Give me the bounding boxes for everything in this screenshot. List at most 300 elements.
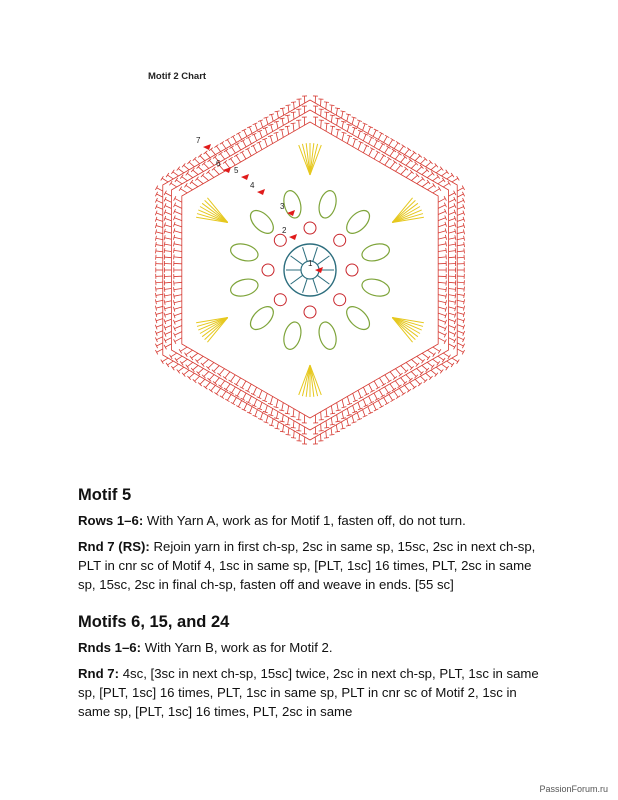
round-7-stitch-bar [155,236,156,241]
round-3-petal [360,276,391,299]
round-7-stitch [156,337,162,340]
round-7-stitch [162,358,168,362]
round-1-stitch [317,275,329,284]
round-7-stitch [156,288,163,289]
round-7-stitch [336,108,337,115]
round-5-stitch [175,332,182,335]
round-7-stitch [368,407,371,413]
round-6-stitch-bar [330,424,335,425]
round-7-stitch [288,428,289,435]
round-6-stitch-bar [330,115,335,116]
round-7-stitch-bar [464,299,465,304]
round-7-stitch [405,149,409,154]
round-5-stitch [186,350,193,355]
round-5-stitch [438,301,446,303]
round-5-stitch-bar [173,300,174,305]
round-number-label: 6 [216,159,221,168]
round-7-stitch [347,114,349,121]
round-5-stitch [390,372,395,378]
round-7-stitch [399,388,403,394]
round-7-stitch [342,111,343,118]
round-5-stitch [369,149,373,156]
round-5-stitch [219,369,224,375]
round-5-stitch [253,146,256,153]
round-7-stitch [457,349,463,352]
round-7-stitch [457,337,463,340]
round-5-stitch-bar [387,157,391,160]
round-3-petal [316,189,339,220]
round-6-stitch-bar [280,421,285,422]
round-5-stitch [276,133,278,141]
round-5-stitch [401,169,407,175]
round-5-stitch [438,198,445,202]
round-5-stitch-bar [223,160,227,163]
round-7-stitch [205,382,210,387]
round-5-stitch [174,319,181,322]
round-5-stitch [293,123,294,131]
round-7-stitch-bar [385,402,389,405]
round-6-stitch [406,160,411,165]
round-7-stitch-bar [464,242,465,247]
round-6-stitch [342,122,344,129]
round-5-stitch [225,372,230,378]
round-7-stitch [389,140,393,146]
round-5-stitch [259,390,262,397]
round-7-stitch [260,413,262,420]
round-7-stitch [167,175,173,179]
round-2-loop [274,234,286,246]
round-6-stitch [165,332,171,335]
round-3-petal [246,303,277,334]
motif6-rnds-text: With Yarn B, work as for Motif 2. [141,640,333,655]
round-7-stitch [426,162,431,167]
round-number-label: 1 [308,259,313,268]
round-5-stitch [438,289,446,290]
round-6-stitch [187,362,193,366]
round-7-stitch-bar [275,428,280,429]
round-7-stitch-bar [329,434,334,435]
round-6-stitch [449,251,456,252]
round-5-stitch [287,126,288,134]
round-6-stitch [449,319,456,321]
round-7-stitch-bar [335,431,340,432]
round-7-stitch [331,105,332,112]
round-7-stitch [457,200,463,203]
round-5-stitch [321,412,322,420]
round-5-stitch-bar [336,129,341,130]
round-5-stitch [385,159,390,166]
round-7-stitch [156,226,163,228]
round-6-stitch [326,112,327,119]
round-7-stitch [342,422,343,429]
round-7-stitch [457,306,464,308]
round-5-stitch [248,149,252,156]
round-6-stitch-bar [455,248,456,253]
round-6-stitch-bar [455,242,456,247]
round-7-stitch [156,238,163,239]
round-7-stitch [399,146,403,152]
round-5-stitch [433,189,440,193]
round-7-stitch [431,165,436,169]
round-6-stitch [293,421,294,428]
round-7-stitch [156,257,163,258]
round-5-stitch [358,390,361,397]
round-7-stitch [363,410,365,417]
round-7-stitch [457,251,464,252]
round-5-stitch [347,136,349,144]
round-7-stitch [420,376,425,381]
round-7-stitch [457,343,463,346]
round-6-stitch [165,231,172,233]
round-3-petal [316,320,339,351]
round-6-stitch [449,244,456,245]
round-7-stitch [156,331,162,334]
round-7-stitch [157,188,163,191]
round-5-stitch [353,393,356,401]
round-7-stitch-bar [280,108,285,109]
round-5-stitch-bar [285,126,290,127]
round-6-stitch [265,128,267,135]
round-5-stitch [406,363,412,369]
round-number-label: 3 [280,202,285,211]
round-5-stitch [253,387,256,394]
round-5-stitch [174,237,182,239]
round-5-stitch [417,179,423,184]
round-5-stitch-bar [223,376,227,379]
round-7-stitch-bar [402,392,406,395]
round-7-stitch [457,300,464,301]
round-6-stitch-bar [164,300,165,305]
round-6-stitch-bar [437,175,440,179]
round-7-stitch [233,136,237,142]
round-7-stitch-bar [156,248,157,253]
round-6-stitch-bar [274,121,279,122]
round-7-stitch [457,282,464,283]
round-7-stitch-bar [464,293,465,298]
round-5-stitch-bar [184,183,187,187]
round-6-stitch [401,157,406,162]
round-5-stitch [363,387,366,394]
round-5-stitch [175,338,182,342]
round-7-stitch-bar [464,236,465,241]
round-6-stitch [385,387,389,393]
round-7-stitch-bar [155,293,156,298]
round-7-stitch [389,394,393,400]
round-7-stitch [457,313,464,315]
round-7-stitch [156,313,163,315]
round-7-stitch [184,165,189,169]
round-5-stitch-bar [427,180,430,184]
round-6-stitch [282,119,283,126]
round-5-stitch-bar [234,154,238,157]
round-5-stitch [208,172,214,178]
round-5-stitch [203,175,209,180]
round-6-stitch-bar [335,421,340,422]
round-5-stitch [174,307,182,309]
round-7-stitch [457,207,463,210]
round-7-stitch [294,431,295,438]
round-6-stitch-bar [285,115,290,116]
round-6-stitch [276,122,278,129]
round-7-stitch [222,391,226,397]
round-5-stitch [369,384,373,391]
round-5-stitch [390,162,395,168]
round-6-stitch [165,244,172,245]
round-5-stitch [353,139,356,147]
round-5-stitch-bar [446,241,447,246]
round-6-stitch [353,128,355,135]
round-7-stitch [156,213,163,215]
motif5-rows-text: With Yarn A, work as for Motif 1, fasten off, do not turn. [143,513,466,528]
round-7-stitch [156,251,163,252]
round-6-stitch [449,301,456,303]
round-7-stitch [357,121,359,128]
round-7-stitch [436,367,442,371]
round-7-stitch [260,121,262,128]
round-7-stitch [373,130,376,136]
round-6-stitch [220,154,224,160]
round-6-stitch [232,147,236,153]
round-7-stitch [288,105,289,112]
round-5-stitch-bar [446,248,447,253]
round-6-stitch [288,418,289,425]
round-5-stitch [438,319,445,322]
round-6-stitch [265,405,267,412]
round-5-stitch [214,366,220,372]
round-7-stitch [457,238,464,239]
round-6-stitch [165,344,171,347]
round-7-stitch-bar [457,360,460,364]
round-6-stitch [449,257,456,258]
round-5-stitch-bar [324,416,329,417]
round-5-stitch [236,378,240,385]
round-5-stitch [326,123,327,131]
round-1-stitch [303,247,308,261]
round-5-stitch [374,152,378,159]
round-5-stitch-bar [382,154,386,157]
round-6-stitch [449,282,456,283]
round-6-stitch [379,144,383,150]
round-5-stitch [326,409,327,417]
round-7-stitch [283,425,284,432]
round-7-stitch [457,188,463,191]
round-5-stitch [225,162,230,168]
round-7-stitch-bar [156,287,157,292]
round-7-stitch [441,172,447,176]
round-7-stitch [227,394,231,400]
round-6-stitch [171,183,177,187]
round-5-stitch [395,165,400,171]
round-7-stitch-bar [286,434,291,435]
round-7-stitch [277,111,278,118]
round-5-stitch [259,142,262,149]
round-5-stitch [342,133,344,141]
round-5-stitch [347,396,349,404]
round-5-stitch [174,250,182,251]
round-start-marker [203,144,211,150]
round-7-stitch-bar [396,141,400,144]
round-5-stitch-bar [173,241,174,246]
round-1-stitch [291,256,303,265]
round-6-stitch-bar [164,242,165,247]
round-2-loop [304,306,316,318]
round-6-stitch-bar [437,361,440,365]
motif5-rnd7-instruction [78,537,548,594]
round-6-stitch [165,338,171,341]
round-6-stitch-bar [285,424,290,425]
round-7-stitch [347,419,349,426]
round-5-stitch [248,384,252,391]
round-6-stitch-bar [164,287,165,292]
round-7-stitch [216,146,220,152]
round-7-stitch [457,245,464,246]
round-6-stitch [165,206,171,209]
round-7-stitch [452,358,458,362]
round-7-stitch-bar [329,105,334,106]
round-7-stitch [156,325,163,327]
round-7-stitch-bar [341,428,346,429]
round-5-stitch-bar [174,248,175,253]
motif6-rnds-label: Rnds 1–6: [78,640,142,655]
round-7-stitch [410,382,415,387]
round-5-stitch [438,244,446,246]
round-6-stitch [449,332,455,335]
round-6-stitch [369,396,372,402]
round-7-stitch [157,349,163,352]
round-7-stitch [457,257,464,258]
round-7-stitch-bar [177,167,180,171]
round-7-stitch [200,156,205,161]
round-5-stitch-bar [393,376,397,379]
round-7-stitch [244,404,247,410]
round-6-stitch [293,112,294,119]
round-number-label: 4 [250,181,255,190]
round-5-stitch [174,224,182,227]
round-6-stitch [369,137,372,143]
round-7-stitch [205,152,210,157]
round-7-stitch [272,114,274,121]
round-1-stitch [313,247,318,261]
round-7-stitch-bar [402,145,406,148]
round-7-stitch [233,398,237,404]
round-6-stitch-bar [455,287,456,292]
round-7-stitch [326,431,327,438]
round-7-stitch [457,219,464,221]
round-3-petal [343,206,374,237]
round-7-stitch [173,364,179,368]
round-6-stitch [449,344,455,347]
round-5-stitch [385,375,390,382]
round-5-stitch [236,155,240,162]
motif6-rnd7-label: Rnd 7: [78,666,120,681]
round-7-stitch-bar [220,141,224,144]
round-5-stitch [180,347,187,351]
round-6-stitch [165,319,172,321]
round-7-stitch [195,376,200,381]
round-5-stitch-bar [427,356,430,360]
round-6-stitch [326,421,327,428]
round-5-stitch [242,381,246,388]
motif6-rnd7-instruction [78,664,548,721]
round-5-stitch [265,139,268,147]
round-6-stitch-bar [442,358,445,362]
round-6-stitch [363,134,366,140]
round-7-stitch [405,385,409,390]
round-7-stitch-bar [396,396,400,399]
round-6-stitch [182,359,188,363]
round-5-stitch [411,175,417,180]
round-6-stitch-bar [431,171,434,175]
round-5-stitch-bar [285,413,290,414]
round-5-stitch-bar [382,383,386,386]
motif5-rows-label: Rows 1–6: [78,513,144,528]
round-3-petal [229,276,260,299]
round-5-stitch [337,130,339,138]
round-7-stitch-bar [231,402,235,405]
round-6-stitch [395,154,399,160]
round-7-stitch [384,136,388,142]
round-6-stitch [358,131,360,138]
round-7-stitch [420,159,425,164]
round-6-stitch [449,307,456,309]
round-7-stitch-bar [177,369,180,373]
round-5-stitch [331,406,332,414]
round-6-stitch [243,141,246,147]
round-6-stitch [353,405,355,412]
round-6-stitch [288,115,289,122]
round-6-stitch [449,325,456,328]
round-6-stitch [254,134,257,140]
round-5-stitch [293,409,294,417]
round-6-stitch-bar [164,235,165,240]
round-5-stitch-bar [279,129,284,130]
round-6-stitch [390,384,394,390]
round-7-stitch-bar [225,138,229,141]
round-7-stitch [255,124,257,131]
round-5-stitch [175,198,182,202]
round-7-stitch-bar [446,170,449,174]
round-5-stitch [231,375,236,382]
round-5-stitch-bar [445,235,446,240]
round-5-stitch-bar [190,180,193,184]
round-5-stitch-bar [174,287,175,292]
round-3-petal [229,241,260,264]
round-5-stitch [282,130,284,138]
round-4-stitch [310,144,318,175]
round-5-stitch-bar [173,235,174,240]
round-5-stitch [374,381,378,388]
round-5-stitch-bar [324,123,329,124]
round-7-stitch [211,149,215,154]
round-7-stitch [431,370,436,374]
round-1-stitch [291,275,303,284]
round-5-stitch [427,185,434,190]
round-6-stitch [232,387,236,393]
round-5-stitch [395,369,400,375]
round-6-stitch [337,119,338,126]
round-7-stitch-bar [225,399,229,402]
round-5-stitch [282,403,284,411]
round-6-stitch [449,231,456,233]
round-6-stitch [226,150,230,156]
round-7-stitch [272,419,274,426]
round-5-stitch-bar [438,187,441,191]
round-7-stitch [189,373,194,378]
round-6-stitch [164,251,171,252]
round-7-stitch-bar [464,248,465,253]
round-7-stitch [447,361,453,365]
round-5-stitch [208,363,214,369]
